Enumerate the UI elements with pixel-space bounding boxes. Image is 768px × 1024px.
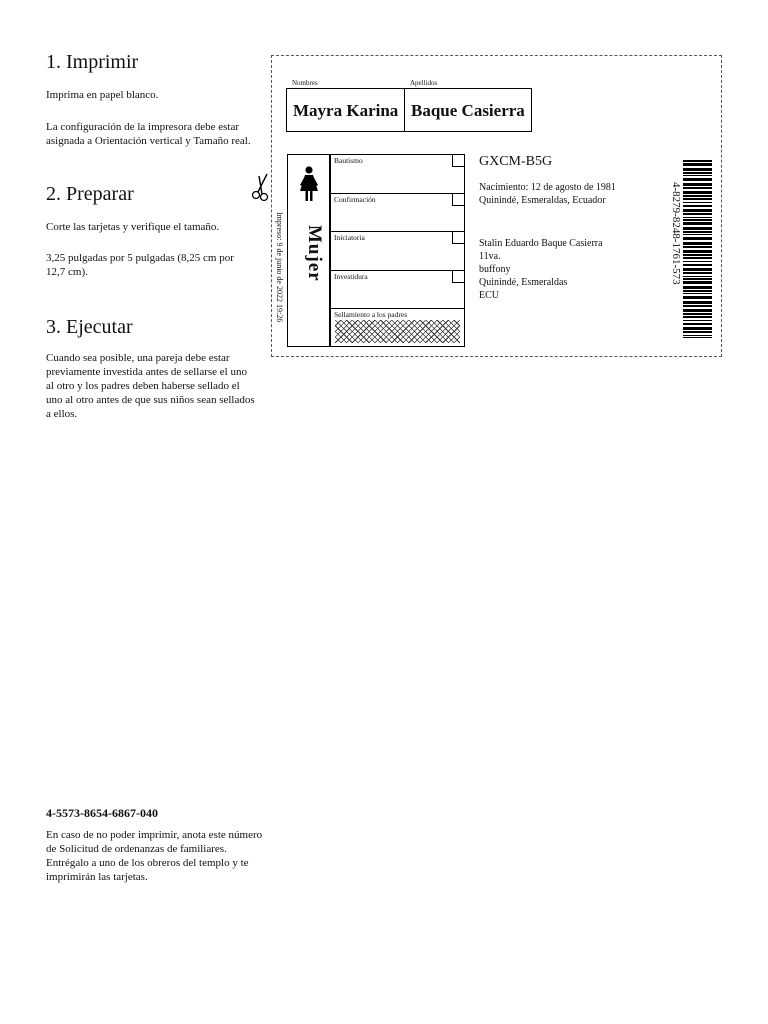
relative-line3: buffony xyxy=(479,264,511,275)
barcode-bar xyxy=(683,323,712,325)
barcode-bar xyxy=(683,257,712,259)
barcode-bar xyxy=(683,301,712,304)
barcode-bar xyxy=(683,237,712,240)
surnames-label: Apellidos xyxy=(410,79,438,87)
ordinance-label: Sellamiento a los padres xyxy=(334,310,408,319)
step3-paragraph: Cuando sea posible, una pareja debe estar previamente investida antes de sellarse el uno al otro y los padres deben haberse sellado el uno al otro antes de que sus niños sean sellados a ellos. xyxy=(46,352,255,420)
barcode-bar xyxy=(683,175,712,176)
ordinance-row-bautismo xyxy=(330,154,465,194)
request-number: 4-5573-8654-6867-040 xyxy=(46,806,158,820)
barcode-bar xyxy=(683,264,712,266)
barcode-bar xyxy=(683,183,712,186)
barcode-bar xyxy=(683,276,712,277)
step2-paragraph: 3,25 pulgadas por 5 pulgadas (8,25 cm por 12,7 cm). xyxy=(46,252,234,278)
ordinance-checkbox xyxy=(452,271,464,283)
barcode-bar xyxy=(683,222,712,225)
barcode-bar xyxy=(683,290,712,292)
barcode-bar xyxy=(683,250,712,253)
relative-country: ECU xyxy=(479,290,499,301)
female-person-icon xyxy=(299,166,319,202)
barcode-bar xyxy=(683,278,712,280)
sealing-hatch-pattern xyxy=(335,320,460,343)
scissors-icon xyxy=(250,172,272,202)
barcode-bar xyxy=(683,261,712,262)
relative-line2: 11va. xyxy=(479,251,501,262)
barcode-bar xyxy=(683,327,712,330)
barcode-bar xyxy=(683,337,712,338)
ordinance-row-sellamiento xyxy=(330,308,465,347)
relative-place: Quinindé, Esmeraldas xyxy=(479,277,568,288)
gender-label: Mujer xyxy=(304,225,325,282)
barcode-bar xyxy=(683,219,712,221)
request-instructions: En caso de no poder imprimir, anota este número de Solicitud de ordenanzas de familiares. Entrégalo a uno de los obreros del templo y te imprimirán las tarjetas. xyxy=(46,829,263,883)
barcode-bar xyxy=(683,205,712,207)
printed-date: Impreso: 9 de junio de 2022 19:26 xyxy=(275,212,284,323)
ordinance-label: Confirmación xyxy=(334,195,376,204)
barcode-bar xyxy=(683,320,712,321)
barcode-bar xyxy=(683,178,712,181)
barcode-bar xyxy=(683,316,712,318)
ordinance-row-investidura xyxy=(330,270,465,309)
step3-title: 3. Ejecutar xyxy=(46,316,133,338)
barcode-bar xyxy=(683,268,712,271)
barcode-bar xyxy=(683,335,712,336)
barcode-bar xyxy=(683,198,712,200)
barcode-bar xyxy=(683,242,712,245)
ordinance-label: Investidura xyxy=(334,272,368,281)
barcode-bar xyxy=(683,281,712,284)
ordinance-label: Bautismo xyxy=(334,156,363,165)
barcode-bar xyxy=(683,202,712,203)
barcode-number: 4-8279-8248-1761-573 xyxy=(670,182,682,285)
barcode-bar xyxy=(683,168,712,171)
step1-paragraph: La configuración de la impresora debe estar asignada a Orientación vertical y Tamaño real. xyxy=(46,121,251,147)
barcode-bar xyxy=(683,331,712,333)
given-names-label: Nombres xyxy=(292,79,318,87)
step2-title: 2. Preparar xyxy=(46,183,134,205)
step1-paragraph: Imprima en papel blanco. xyxy=(46,89,159,101)
given-names-box: Mayra Karina xyxy=(286,88,405,132)
relative-name: Stalin Eduardo Baque Casierra xyxy=(479,238,603,249)
step1-title: 1. Imprimir xyxy=(46,51,139,73)
barcode-bar xyxy=(683,272,712,274)
barcode-bar xyxy=(683,160,712,162)
barcode-bar xyxy=(683,213,712,215)
ordinance-checkbox xyxy=(452,232,464,244)
birth-place: Quinindé, Esmeraldas, Ecuador xyxy=(479,195,606,206)
barcode-bar xyxy=(683,246,712,248)
barcode-bar xyxy=(683,163,712,166)
person-id: GXCM-B5G xyxy=(479,154,553,169)
ordinance-checkbox xyxy=(452,194,464,206)
barcode-bar xyxy=(683,293,712,294)
barcode-bar xyxy=(683,187,712,189)
barcode-bar xyxy=(683,296,712,299)
barcode-bar xyxy=(683,209,712,212)
barcode-bar xyxy=(683,305,712,307)
birth-date: Nacimiento: 12 de agosto de 1981 xyxy=(479,182,616,193)
barcode xyxy=(683,160,712,338)
barcode-bar xyxy=(683,227,712,230)
barcode-bar xyxy=(683,231,712,233)
barcode-bar xyxy=(683,286,712,289)
surnames-box: Baque Casierra xyxy=(404,88,532,132)
barcode-bar xyxy=(683,172,712,174)
step2-paragraph: Corte las tarjetas y verifique el tamaño. xyxy=(46,221,220,233)
barcode-bar xyxy=(683,234,712,235)
barcode-bar xyxy=(683,191,712,194)
barcode-bar xyxy=(683,195,712,197)
ordinance-label: Iniciatoria xyxy=(334,233,365,242)
barcode-bar xyxy=(683,313,712,315)
barcode-bar xyxy=(683,309,712,312)
ordinance-row-confirmacion xyxy=(330,193,465,232)
barcode-bar xyxy=(683,217,712,218)
barcode-bar xyxy=(683,254,712,256)
ordinance-row-iniciatoria xyxy=(330,231,465,271)
ordinance-checkbox xyxy=(452,155,464,167)
